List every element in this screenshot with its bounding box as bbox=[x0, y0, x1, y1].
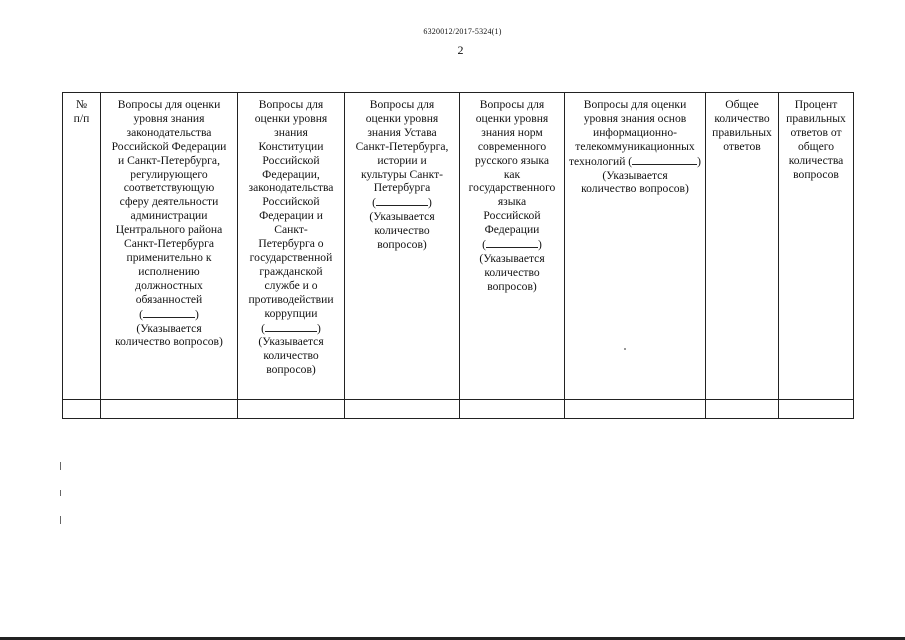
header-text-line: применительно к bbox=[126, 250, 212, 264]
fill-in-blank bbox=[632, 154, 697, 165]
header-text-line: ответов bbox=[723, 139, 761, 153]
assessment-table bbox=[62, 92, 854, 419]
header-text-line: Вопросы для bbox=[258, 98, 324, 111]
fill-in-blank bbox=[376, 195, 428, 206]
header-text-line: количество вопросов) bbox=[581, 182, 689, 196]
header-text-line: противодействии bbox=[248, 292, 334, 306]
header-text-line: должностных bbox=[135, 278, 203, 292]
header-text-line: Вопросы для bbox=[479, 98, 545, 111]
header-text-line: Вопросы для оценки bbox=[583, 98, 687, 111]
header-text-line: законодательства bbox=[248, 181, 334, 195]
header-text-line: Санкт-Петербурга, bbox=[355, 139, 449, 153]
header-text-line: количество bbox=[374, 224, 430, 238]
header-text-line: (Указывается bbox=[479, 251, 545, 265]
header-text-line: № bbox=[75, 98, 88, 111]
header-text-line: уровня знания основ bbox=[583, 111, 687, 125]
header-text-line: вопросов bbox=[793, 167, 839, 181]
header-text-line: Центрального района bbox=[115, 223, 223, 237]
header-text-line: Вопросы для оценки bbox=[117, 98, 221, 111]
table-cell bbox=[779, 400, 854, 419]
header-text-line: обязанностей bbox=[135, 292, 203, 306]
header-text-line: (Указывается bbox=[369, 210, 435, 224]
header-text-line: Петербурга о bbox=[258, 237, 324, 251]
header-text-line: ( ) bbox=[261, 321, 321, 335]
header-text-line: культуры Санкт- bbox=[360, 167, 444, 181]
table-header-row bbox=[63, 93, 854, 400]
document-registration-number: 6320012/2017-5324(1) bbox=[423, 27, 502, 36]
header-cell-russian-language bbox=[460, 93, 565, 400]
scan-artifact bbox=[60, 490, 61, 496]
header-text-line: знания Устава bbox=[367, 125, 437, 139]
fill-in-blank bbox=[143, 307, 195, 318]
header-text-line: оценки уровня bbox=[254, 111, 328, 125]
header-text-line: оценки уровня bbox=[475, 111, 549, 125]
table-cell bbox=[101, 400, 238, 419]
header-text-line: Российской bbox=[483, 209, 541, 223]
header-text-line: (Указывается bbox=[602, 168, 668, 182]
header-text-line: гражданской bbox=[259, 264, 323, 278]
header-text-line: государственной bbox=[249, 250, 333, 264]
table-cell bbox=[345, 400, 460, 419]
header-text-line: как bbox=[503, 167, 521, 181]
header-text-line: службе и о bbox=[264, 278, 318, 292]
header-cell-total-correct bbox=[706, 93, 779, 400]
header-text-line: знания bbox=[274, 125, 308, 139]
header-text-line: истории и bbox=[377, 153, 427, 167]
header-text-line: вопросов) bbox=[377, 238, 427, 252]
table-cell bbox=[565, 400, 706, 419]
header-cell-charter bbox=[345, 93, 460, 400]
header-text-line: п/п bbox=[73, 111, 90, 125]
header-text-line: Федерации и bbox=[259, 209, 323, 223]
header-text-line: Российской Федерации bbox=[111, 139, 227, 153]
header-cell-ict bbox=[565, 93, 706, 400]
header-text-line: ( ) bbox=[482, 238, 542, 252]
header-text-line: законодательства bbox=[126, 125, 212, 139]
scan-artifact bbox=[60, 462, 61, 470]
scan-artifact bbox=[60, 516, 61, 524]
header-text-line: вопросов) bbox=[266, 363, 316, 377]
header-text-line: количество вопросов) bbox=[115, 335, 223, 349]
header-text-line: знания норм bbox=[481, 125, 543, 139]
header-text-line: ( ) bbox=[372, 196, 432, 210]
header-text-line: (Указывается bbox=[258, 335, 324, 349]
header-text-line: соответствующую bbox=[123, 181, 215, 195]
header-text-line: уровня знания bbox=[133, 111, 205, 125]
header-text-line: и Санкт-Петербурга, bbox=[118, 153, 220, 167]
header-cell-constitution bbox=[238, 93, 345, 400]
header-text-line: правильных bbox=[712, 125, 772, 139]
header-text-line: количества bbox=[788, 153, 844, 167]
header-text-line: вопросов) bbox=[487, 279, 537, 293]
table-cell bbox=[63, 400, 101, 419]
header-text-line: Процент bbox=[794, 98, 838, 111]
header-text-line: технологий ( ) bbox=[568, 154, 702, 168]
header-text-line: количество bbox=[714, 111, 770, 125]
fill-in-blank bbox=[486, 237, 538, 248]
header-text-line: государственного bbox=[468, 181, 556, 195]
header-text-line: количество bbox=[484, 265, 540, 279]
table-row bbox=[63, 400, 854, 419]
header-text-line: Санкт-Петербурга bbox=[124, 237, 214, 251]
header-text-line: Федерации, bbox=[262, 167, 320, 181]
header-text-line: Российской bbox=[262, 153, 320, 167]
header-text-line: Федерации bbox=[484, 223, 540, 237]
header-text-line: (Указывается bbox=[136, 321, 202, 335]
header-text-line: ( ) bbox=[139, 307, 199, 321]
header-text-line: правильных bbox=[786, 111, 846, 125]
header-text-line: Российской bbox=[262, 195, 320, 209]
header-cell-percent-correct bbox=[779, 93, 854, 400]
header-text-line: телекоммуникационных bbox=[575, 139, 695, 153]
header-text-line: Санкт- bbox=[274, 223, 308, 237]
header-text-line: Общее bbox=[725, 98, 759, 111]
header-text-line: Вопросы для bbox=[369, 98, 435, 111]
header-text-line: современного bbox=[477, 139, 547, 153]
header-text-line: русского языка bbox=[474, 153, 550, 167]
header-cell-legislation bbox=[101, 93, 238, 400]
table-cell bbox=[706, 400, 779, 419]
scan-artifact bbox=[624, 348, 626, 350]
header-text-line: администрации bbox=[130, 209, 208, 223]
header-text-line: регулирующего bbox=[130, 167, 208, 181]
table-cell bbox=[460, 400, 565, 419]
header-text-line: Петербурга bbox=[373, 181, 431, 195]
fill-in-blank bbox=[265, 321, 317, 332]
header-text-line: ответов от bbox=[790, 125, 842, 139]
header-text-line: Конституции bbox=[258, 139, 324, 153]
header-text-line: языка bbox=[497, 195, 527, 209]
header-text-line: коррупции bbox=[264, 306, 318, 320]
header-text-line: информационно- bbox=[592, 125, 677, 139]
header-cell-num bbox=[63, 93, 101, 400]
header-text-line: общего bbox=[797, 139, 835, 153]
table-cell bbox=[238, 400, 345, 419]
header-text-line: оценки уровня bbox=[365, 111, 439, 125]
page-number: 2 bbox=[457, 43, 464, 57]
header-text-line: сферу деятельности bbox=[119, 195, 219, 209]
header-text-line: исполнению bbox=[138, 264, 200, 278]
header-text-line: количество bbox=[263, 349, 319, 363]
